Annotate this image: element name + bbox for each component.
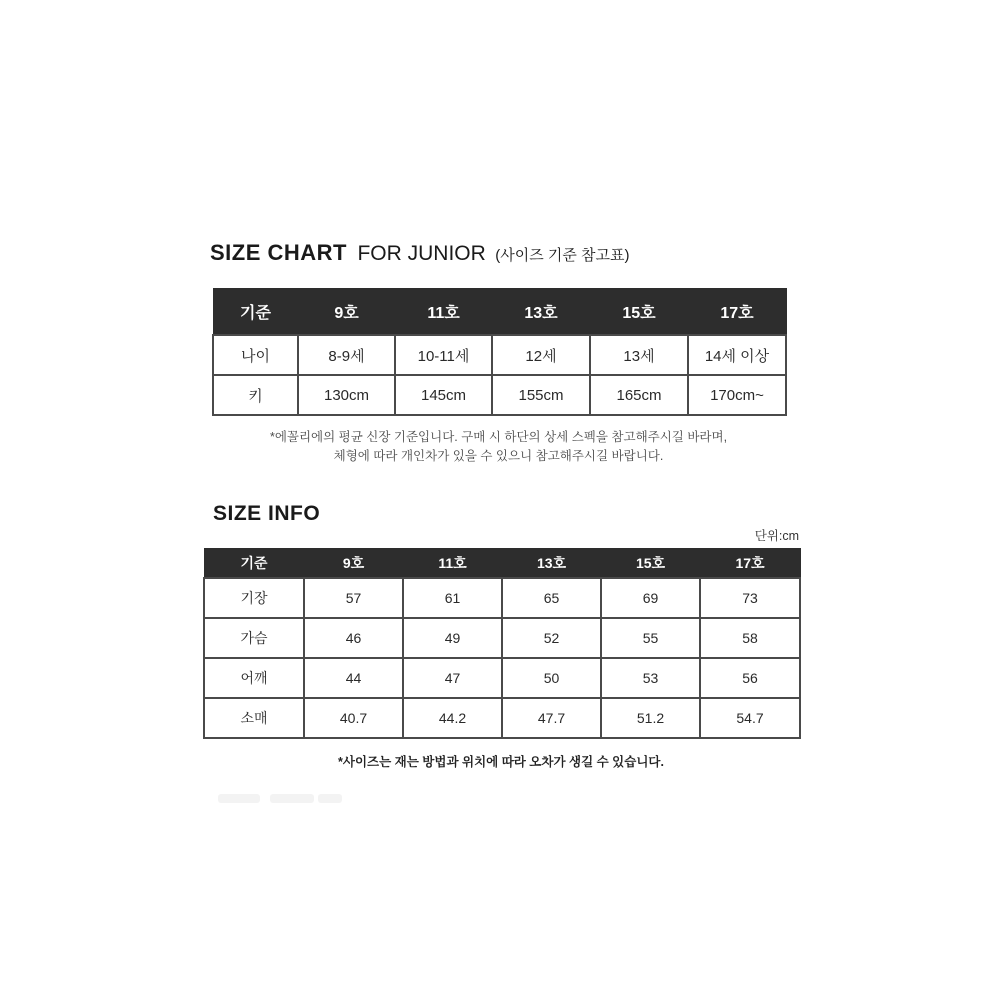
size-chart-title-korean-note: (사이즈 기준 참고표) xyxy=(495,247,630,264)
cell: 44 xyxy=(304,658,403,698)
cell: 49 xyxy=(403,618,502,658)
header-cell: 13호 xyxy=(502,549,601,579)
cell: 14세 이상 xyxy=(688,335,786,375)
row-label: 기장 xyxy=(204,578,304,618)
cell: 12세 xyxy=(492,335,590,375)
cell: 13세 xyxy=(590,335,688,375)
header-cell: 기준 xyxy=(213,289,298,336)
cell: 61 xyxy=(403,578,502,618)
faint-cropped-text xyxy=(270,794,314,803)
header-cell: 17호 xyxy=(688,289,786,336)
row-label: 나이 xyxy=(213,335,298,375)
cell: 10-11세 xyxy=(395,335,492,375)
cell: 65 xyxy=(502,578,601,618)
row-label: 가슴 xyxy=(204,618,304,658)
cell: 58 xyxy=(700,618,800,658)
cell: 145cm xyxy=(395,375,492,415)
size-chart-title-sub: FOR JUNIOR xyxy=(357,242,486,265)
size-chart-title-main: SIZE CHART xyxy=(210,240,347,265)
cell: 130cm xyxy=(298,375,395,415)
header-cell: 11호 xyxy=(403,549,502,579)
cell: 57 xyxy=(304,578,403,618)
header-cell: 13호 xyxy=(492,289,590,336)
size-info-header-row xyxy=(204,549,800,579)
unit-label: 단위:cm xyxy=(754,529,799,543)
cell: 56 xyxy=(700,658,800,698)
cell: 53 xyxy=(601,658,700,698)
row-label: 키 xyxy=(213,375,298,415)
table-row-sleeve xyxy=(204,698,800,738)
cell: 50 xyxy=(502,658,601,698)
header-cell: 9호 xyxy=(298,289,395,336)
header-cell: 15호 xyxy=(601,549,700,579)
header-cell: 9호 xyxy=(304,549,403,579)
cell: 8-9세 xyxy=(298,335,395,375)
size-chart-table xyxy=(212,288,787,416)
cell: 40.7 xyxy=(304,698,403,738)
faint-cropped-text xyxy=(218,794,260,803)
size-info-title: SIZE INFO xyxy=(213,502,321,525)
size-chart-note xyxy=(212,428,785,466)
cell: 52 xyxy=(502,618,601,658)
size-info-table xyxy=(203,548,801,739)
row-label: 어깨 xyxy=(204,658,304,698)
header-cell: 15호 xyxy=(590,289,688,336)
row-label: 소매 xyxy=(204,698,304,738)
cell: 44.2 xyxy=(403,698,502,738)
cell: 69 xyxy=(601,578,700,618)
cell: 73 xyxy=(700,578,800,618)
table-row-chest xyxy=(204,618,800,658)
cell: 170cm~ xyxy=(688,375,786,415)
cell: 155cm xyxy=(492,375,590,415)
size-info-footnote: *사이즈는 재는 방법과 위치에 따라 오차가 생길 수 있습니다. xyxy=(338,755,664,769)
table-row-age xyxy=(213,335,786,375)
header-cell: 11호 xyxy=(395,289,492,336)
note-line-1: *에꼴리에의 평균 신장 기준입니다. 구매 시 하단의 상세 스펙을 참고해주시길 바라며, xyxy=(269,430,728,444)
cell: 165cm xyxy=(590,375,688,415)
cell: 47 xyxy=(403,658,502,698)
faint-cropped-text xyxy=(318,794,342,803)
size-chart-header-row xyxy=(213,289,786,336)
cell: 55 xyxy=(601,618,700,658)
cell: 46 xyxy=(304,618,403,658)
header-cell: 17호 xyxy=(700,549,800,579)
cell: 47.7 xyxy=(502,698,601,738)
size-chart-title xyxy=(210,240,629,266)
table-row-shoulder xyxy=(204,658,800,698)
table-row-length xyxy=(204,578,800,618)
cell: 54.7 xyxy=(700,698,800,738)
table-row-height xyxy=(213,375,786,415)
cell: 51.2 xyxy=(601,698,700,738)
note-line-2: 체형에 따라 개인차가 있을 수 있으니 참고해주시길 바랍니다. xyxy=(333,449,664,463)
header-cell: 기준 xyxy=(204,549,304,579)
